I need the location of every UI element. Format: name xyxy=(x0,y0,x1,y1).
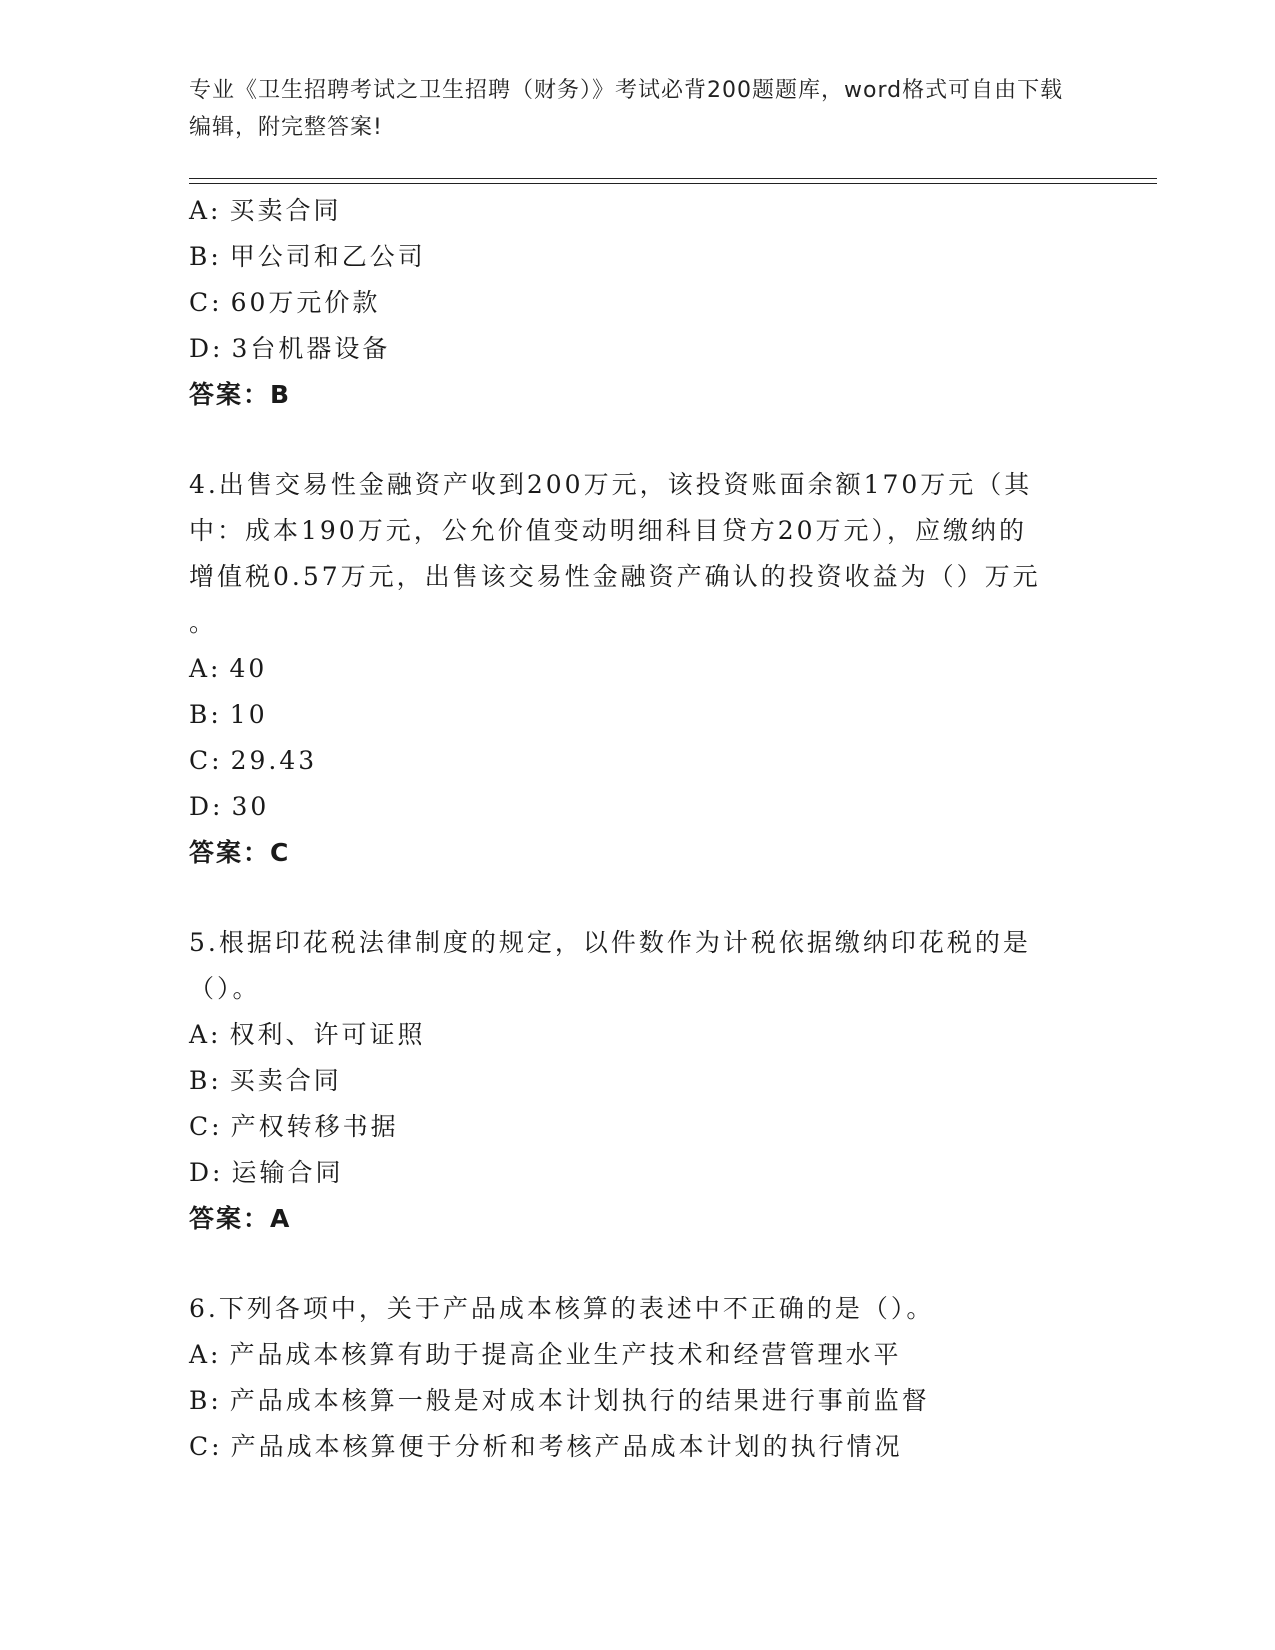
question-5 xyxy=(189,920,1089,1242)
option-text: 产品成本核算有助于提高企业生产技术和经营管理水平 xyxy=(229,1340,902,1369)
document-header: 专业《卫生招聘考试之卫生招聘（财务）》考试必背200题题库，word格式可自由下载编辑，附完整答案! xyxy=(189,78,1064,140)
option-label: A: xyxy=(189,654,222,683)
option-b xyxy=(189,692,1089,738)
question-list xyxy=(189,188,1089,1470)
option-text: 29.43 xyxy=(230,746,318,775)
option-text: 运输合同 xyxy=(231,1158,344,1187)
option-label: B: xyxy=(189,242,222,271)
option-label: C: xyxy=(189,746,223,775)
option-text: 60万元价款 xyxy=(230,288,381,317)
question-stem-line: 5.根据印花税法律制度的规定，以件数作为计税依据缴纳印花税的是 xyxy=(189,928,1031,957)
option-d xyxy=(189,326,1089,372)
header-rule-top xyxy=(189,178,1157,179)
question-stem-line: 4.出售交易性金融资产收到200万元，该投资账面余额170万元（其 xyxy=(189,470,1033,499)
question-3 xyxy=(189,188,1089,418)
question-stem-line: 中：成本190万元，公允价值变动明细科目贷方20万元），应缴纳的 xyxy=(189,516,1028,545)
option-a xyxy=(189,188,1089,234)
answer-line: 答案：A xyxy=(189,1204,292,1233)
question-stem-line: 增值税0.57万元，出售该交易性金融资产确认的投资收益为（）万元 xyxy=(189,562,1041,591)
option-text: 产品成本核算便于分析和考核产品成本计划的执行情况 xyxy=(230,1432,903,1461)
option-d xyxy=(189,1150,1089,1196)
option-c xyxy=(189,738,1089,784)
answer-line: 答案：C xyxy=(189,838,291,867)
question-stem-line: 。 xyxy=(189,608,218,637)
option-label: C: xyxy=(189,1432,223,1461)
spacer xyxy=(189,1242,1089,1286)
spacer xyxy=(189,876,1089,920)
option-a xyxy=(189,646,1089,692)
question-6 xyxy=(189,1286,1089,1470)
option-label: A: xyxy=(189,196,222,225)
option-text: 30 xyxy=(231,792,270,821)
option-label: B: xyxy=(189,1386,222,1415)
option-c xyxy=(189,280,1089,326)
answer-line: 答案：B xyxy=(189,380,292,409)
option-b xyxy=(189,1058,1089,1104)
option-text: 40 xyxy=(229,654,268,683)
option-text: 产品成本核算一般是对成本计划执行的结果进行事前监督 xyxy=(229,1386,930,1415)
option-text: 权利、许可证照 xyxy=(229,1020,426,1049)
option-label: C: xyxy=(189,288,223,317)
option-c xyxy=(189,1424,1089,1470)
question-4 xyxy=(189,462,1089,876)
option-text: 产权转移书据 xyxy=(230,1112,399,1141)
spacer xyxy=(189,418,1089,462)
option-label: D: xyxy=(189,792,224,821)
option-label: B: xyxy=(189,700,222,729)
option-label: A: xyxy=(189,1340,222,1369)
option-text: 甲公司和乙公司 xyxy=(229,242,426,271)
question-stem-line: （）。 xyxy=(189,974,261,1003)
option-label: D: xyxy=(189,334,224,363)
option-label: A: xyxy=(189,1020,222,1049)
option-b xyxy=(189,1378,1089,1424)
option-label: B: xyxy=(189,1066,222,1095)
option-c xyxy=(189,1104,1089,1150)
option-text: 买卖合同 xyxy=(229,196,342,225)
option-d xyxy=(189,784,1089,830)
option-label: D: xyxy=(189,1158,224,1187)
option-b xyxy=(189,234,1089,280)
option-text: 买卖合同 xyxy=(229,1066,342,1095)
option-label: C: xyxy=(189,1112,223,1141)
option-text: 3台机器设备 xyxy=(231,334,391,363)
question-stem-line: 6.下列各项中，关于产品成本核算的表述中不正确的是（）。 xyxy=(189,1294,935,1323)
option-a xyxy=(189,1332,1089,1378)
header-rule-bottom xyxy=(189,183,1157,184)
option-a xyxy=(189,1012,1089,1058)
option-text: 10 xyxy=(229,700,268,729)
